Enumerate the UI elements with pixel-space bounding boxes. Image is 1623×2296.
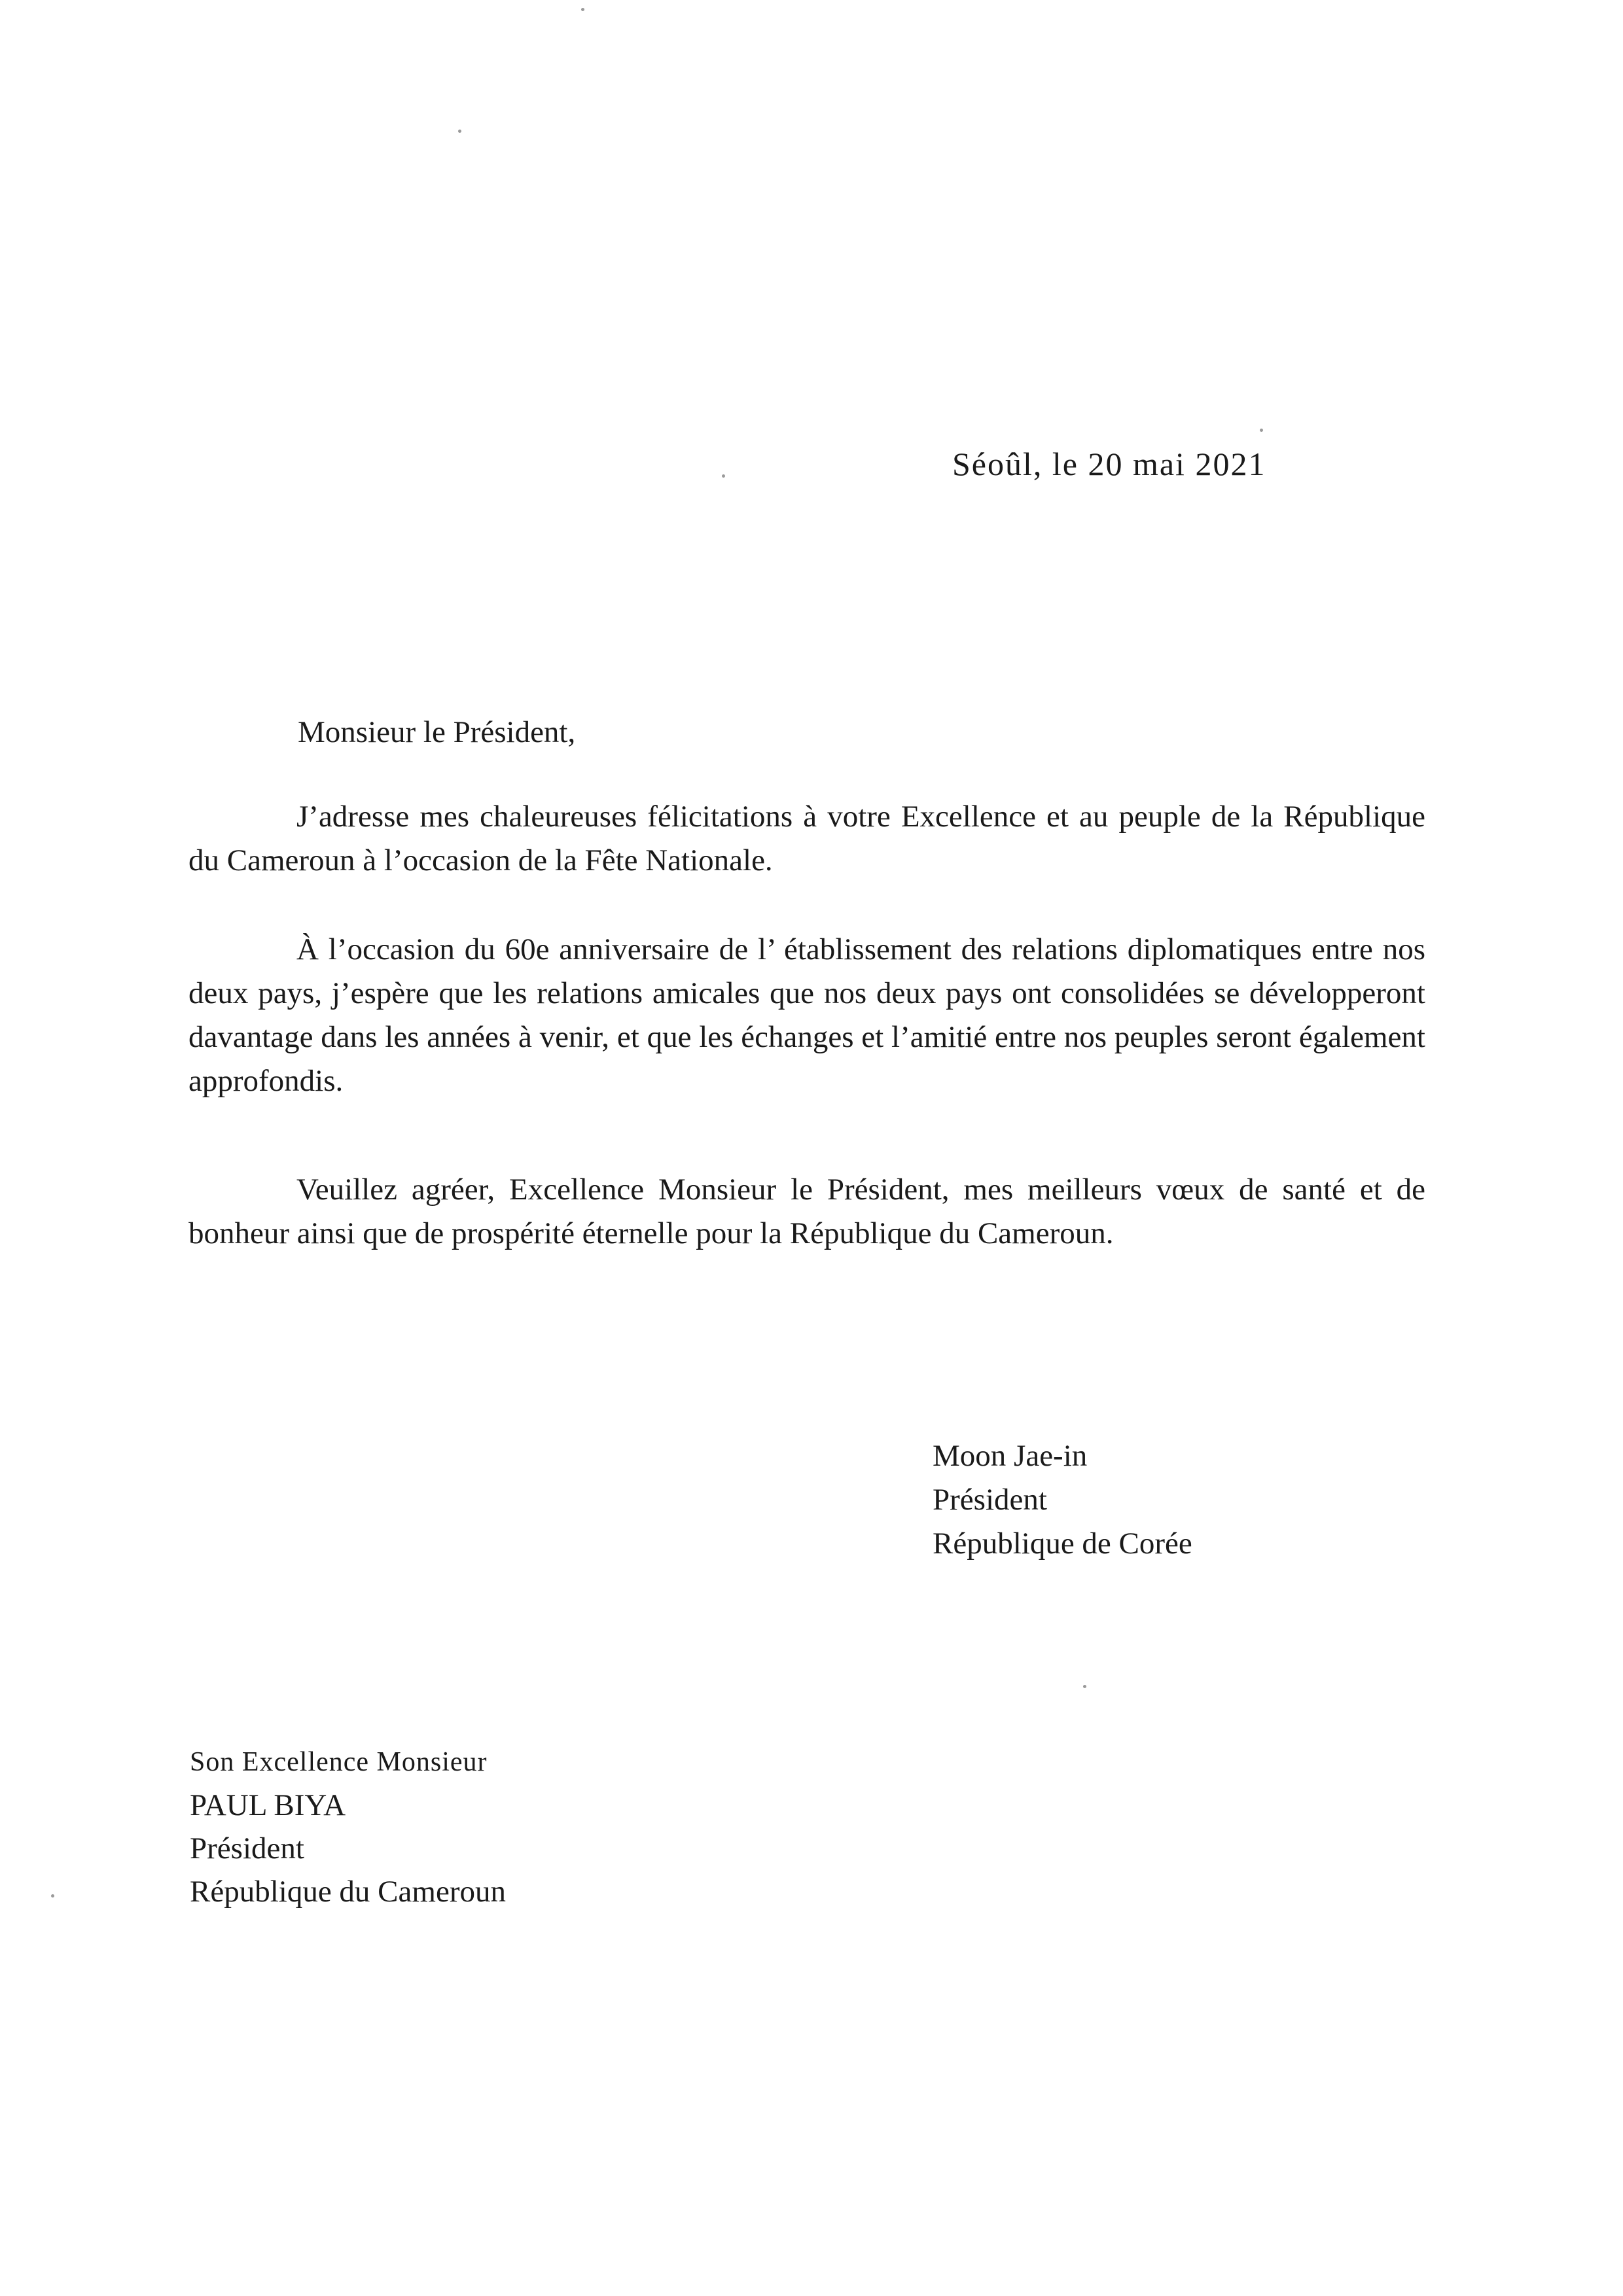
addressee-country: République du Cameroun — [190, 1875, 506, 1909]
letter-date: Séoûl, le 20 mai 2021 — [952, 446, 1266, 482]
scan-speck — [722, 474, 725, 478]
signatory-name: Moon Jae-in — [933, 1439, 1088, 1473]
scan-speck — [581, 8, 584, 11]
body-paragraph-3: Veuillez agréer, Excellence Monsieur le Président, mes meilleurs vœux de santé et de bonheur ainsi que de prospérité éternelle pour la République du Cameroun. — [188, 1173, 1425, 1250]
salutation: Monsieur le Président, — [298, 715, 576, 749]
signatory-country: République de Corée — [933, 1527, 1192, 1561]
addressee-title: Président — [190, 1831, 304, 1865]
addressee-honorific: Son Excellence Monsieur — [190, 1747, 488, 1777]
body-paragraph-1: J’adresse mes chaleureuses félicitations à votre Excellence et au peuple de la République du Cameroun à l’occasion de la Fête Nationale. — [188, 800, 1425, 877]
scan-speck — [51, 1894, 54, 1898]
signatory-title: Président — [933, 1483, 1047, 1517]
body-paragraph-2: À l’occasion du 60e anniversaire de l’ établissement des relations diplomatiques entre nos deux pays, j’espère que les relations amicales que nos deux pays ont consolidées se développeront davantage dans les années à venir, et que les échanges et l’amitié entre nos peuples seront également approfondis. — [188, 932, 1425, 1098]
signature-block — [933, 1434, 1192, 1566]
addressee-name: PAUL BIYA — [190, 1788, 346, 1822]
scan-speck — [458, 130, 461, 133]
scan-speck — [1083, 1685, 1086, 1688]
addressee-block — [190, 1740, 506, 1913]
scan-speck — [1260, 429, 1263, 432]
